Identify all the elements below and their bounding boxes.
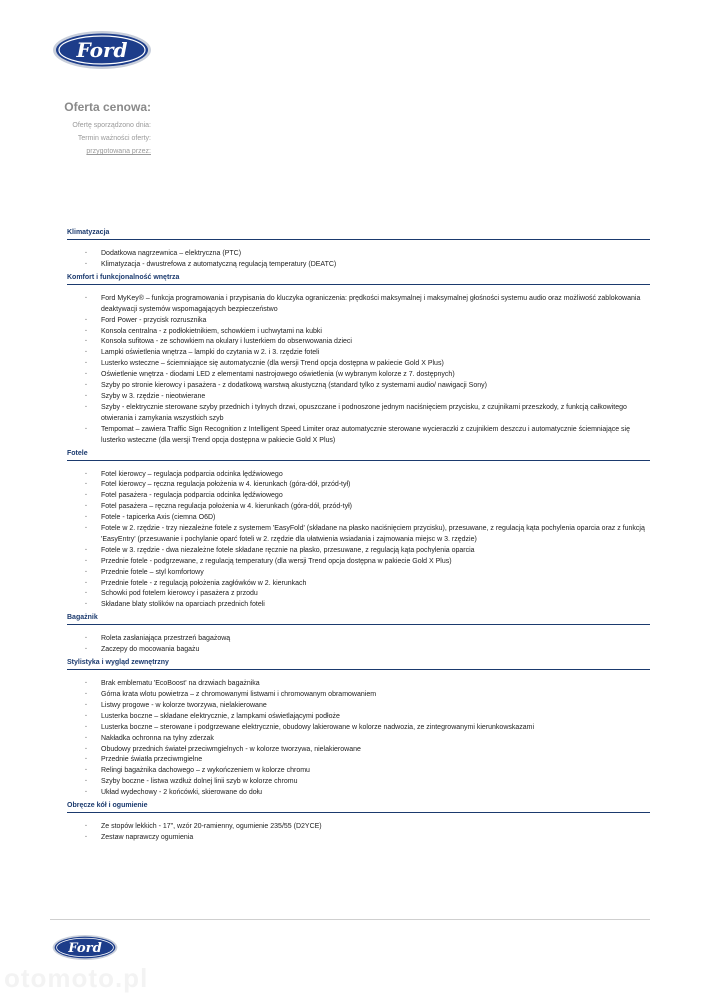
ford-logo-bottom	[52, 934, 118, 961]
item-list	[67, 461, 650, 612]
list-item: · Ford MyKey® – funkcja programowania i przypisania do kluczyka ograniczenia: prędkości maksymalnej i maksymalnej głośności systemu audio oraz możliwość zablokowania deaktywacji systemów wspomagających bezpieczeństwo	[67, 294, 650, 316]
prepared-by-label: przygotowana przez:	[86, 148, 151, 155]
list-item: · Obudowy przednich świateł przeciwmgielnych - w kolorze tworzywa, nielakierowane	[67, 745, 650, 756]
section-title: Klimatyzacja	[67, 229, 650, 240]
list-item: · Lusterko wsteczne – ściemniające się automatycznie (dla wersji Trend opcja dostępna w pakiecie Gold X Plus)	[67, 359, 650, 370]
section	[67, 274, 650, 447]
list-item: · Roleta zasłaniająca przestrzeń bagażową	[67, 634, 650, 645]
list-item: · Lampki oświetlenia wnętrza – lampki do czytania w 2. i 3. rzędzie foteli	[67, 348, 650, 359]
equipment-list	[67, 229, 650, 847]
offer-header	[0, 100, 151, 158]
section-title: Bagażnik	[67, 614, 650, 625]
list-item: · Dodatkowa nagrzewnica – elektryczna (PTC)	[67, 249, 650, 260]
section	[67, 229, 650, 271]
list-item: · Konsola centralna - z podłokietnikiem, schowkiem i uchwytami na kubki	[67, 327, 650, 338]
list-item: · Listwy progowe - w kolorze tworzywa, nielakierowane	[67, 701, 650, 712]
section	[67, 659, 650, 799]
list-item: · Przednie światła przeciwmgielne	[67, 755, 650, 766]
list-item: · Fotel pasażera - regulacja podparcia odcinka lędźwiowego	[67, 491, 650, 502]
list-item: · Fotel pasażera – ręczna regulacja położenia w 4. kierunkach (góra-dół, przód-tył)	[67, 502, 650, 513]
list-item: · Fotele w 2. rzędzie - trzy niezależne fotele z systemem 'EasyFold' (składane na płasko naciśnięciem przycisku), przesuwane, z regulacją kąta pochylenia oparcia oraz z funkcją 'EasyEntry' (przesuwanie i pochylanie oparć foteli w 2. rzędzie dla ułatwienia wsiadania i zajmowania miejsc w 3. rzędzie)	[67, 524, 650, 546]
list-item: · Schowki pod fotelem kierowcy i pasażera z przodu	[67, 589, 650, 600]
ford-logo-text: Ford	[68, 941, 102, 957]
list-item: · Szyby - elektrycznie sterowane szyby przednich i tylnych drzwi, opuszczane i podnoszone jednym naciśnięciem przycisku, z czujnikami przeszkody, z funkcją całkowitego otwierania i zamykania wszystkich szyb	[67, 403, 650, 425]
validity-label: Termin ważności oferty:	[77, 135, 151, 142]
list-item: · Relingi bagażnika dachowego – z wykończeniem w kolorze chromu	[67, 766, 650, 777]
list-item: · Ze stopów lekkich - 17", wzór 20-ramienny, ogumienie 235/55 (D2YCE)	[67, 822, 650, 833]
list-item: · Przednie fotele - z regulacją położenia zagłówków w 2. kierunkach	[67, 579, 650, 590]
section	[67, 614, 650, 656]
list-item: · Górna krata wlotu powietrza – z chromowanymi listwami i chromowanym obramowaniem	[67, 690, 650, 701]
list-item: · Przednie fotele - podgrzewane, z regulacją temperatury (dla wersji Trend opcja dostępna w pakiecie Gold X Plus)	[67, 557, 650, 568]
list-item: · Klimatyzacja - dwustrefowa z automatyczną regulacją temperatury (DEATC)	[67, 260, 650, 271]
list-item: · Ford Power - przycisk rozrusznika	[67, 316, 650, 327]
footer-divider	[50, 919, 650, 920]
list-item: · Lusterka boczne – składane elektrycznie, z lampkami oświetlającymi podłoże	[67, 712, 650, 723]
section	[67, 450, 650, 612]
list-item: · Zestaw naprawczy ogumienia	[67, 833, 650, 844]
list-item: · Szyby w 3. rzędzie - nieotwierane	[67, 392, 650, 403]
list-item: · Składane blaty stolików na oparciach przednich foteli	[67, 600, 650, 611]
list-item: · Fotele w 3. rzędzie - dwa niezależne fotele składane ręcznie na płasko, przesuwane, z regulacją kąta pochylenia oparcia	[67, 546, 650, 557]
section-title: Komfort i funkcjonalność wnętrza	[67, 274, 650, 285]
list-item: · Przednie fotele – styl komfortowy	[67, 568, 650, 579]
watermark: otomoto.pl	[4, 963, 149, 993]
list-item: · Układ wydechowy - 2 końcówki, skierowane do dołu	[67, 788, 650, 799]
prepared-on-label: Ofertę sporządzono dnia:	[72, 122, 151, 129]
item-list	[67, 285, 650, 447]
list-item: · Zaczepy do mocowania bagażu	[67, 645, 650, 656]
list-item: · Nakładka ochronna na tylny zderzak	[67, 734, 650, 745]
list-item: · Szyby po stronie kierowcy i pasażera - z dodatkową warstwą akustyczną (standard tylko z systemami audio/ nawigacji Sony)	[67, 381, 650, 392]
item-list	[67, 240, 650, 271]
list-item: · Fotel kierowcy – regulacja podparcia odcinka lędźwiowego	[67, 470, 650, 481]
ford-logo-top	[52, 30, 152, 70]
offer-title: Oferta cenowa:	[64, 100, 151, 114]
list-item: · Konsola sufitowa - ze schowkiem na okulary i lusterkiem do obserwowania dzieci	[67, 337, 650, 348]
section	[67, 802, 650, 844]
list-item: · Tempomat – zawiera Traffic Sign Recognition z Intelligent Speed Limiter oraz automatycznie sterowane wycieraczki z czujnikiem deszczu i automatycznie ściemniające się lusterko wsteczne (dla wersji Trend opcja dostępna w pakiecie Gold X Plus)	[67, 425, 650, 447]
list-item: · Fotel kierowcy – ręczna regulacja położenia w 4. kierunkach (góra-dół, przód-tył)	[67, 480, 650, 491]
item-list	[67, 670, 650, 799]
list-item: · Brak emblematu 'EcoBoost' na drzwiach bagażnika	[67, 679, 650, 690]
ford-logo-text: Ford	[76, 38, 128, 62]
list-item: · Oświetlenie wnętrza - diodami LED z elementami nastrojowego oświetlenia (w wybranym kolorze z 7. dostępnych)	[67, 370, 650, 381]
section-title: Stylistyka i wygląd zewnętrzny	[67, 659, 650, 670]
list-item: · Lusterka boczne – sterowane i podgrzewane elektrycznie, obudowy lakierowane w kolorze nadwozia, ze zintegrowanymi kierunkowskazami	[67, 723, 650, 734]
item-list	[67, 813, 650, 844]
section-title: Fotele	[67, 450, 650, 461]
section-title: Obręcze kół i ogumienie	[67, 802, 650, 813]
list-item: · Fotele - tapicerka Axis (ciemna O6D)	[67, 513, 650, 524]
list-item: · Szyby boczne - listwa wzdłuż dolnej linii szyb w kolorze chromu	[67, 777, 650, 788]
item-list	[67, 625, 650, 656]
